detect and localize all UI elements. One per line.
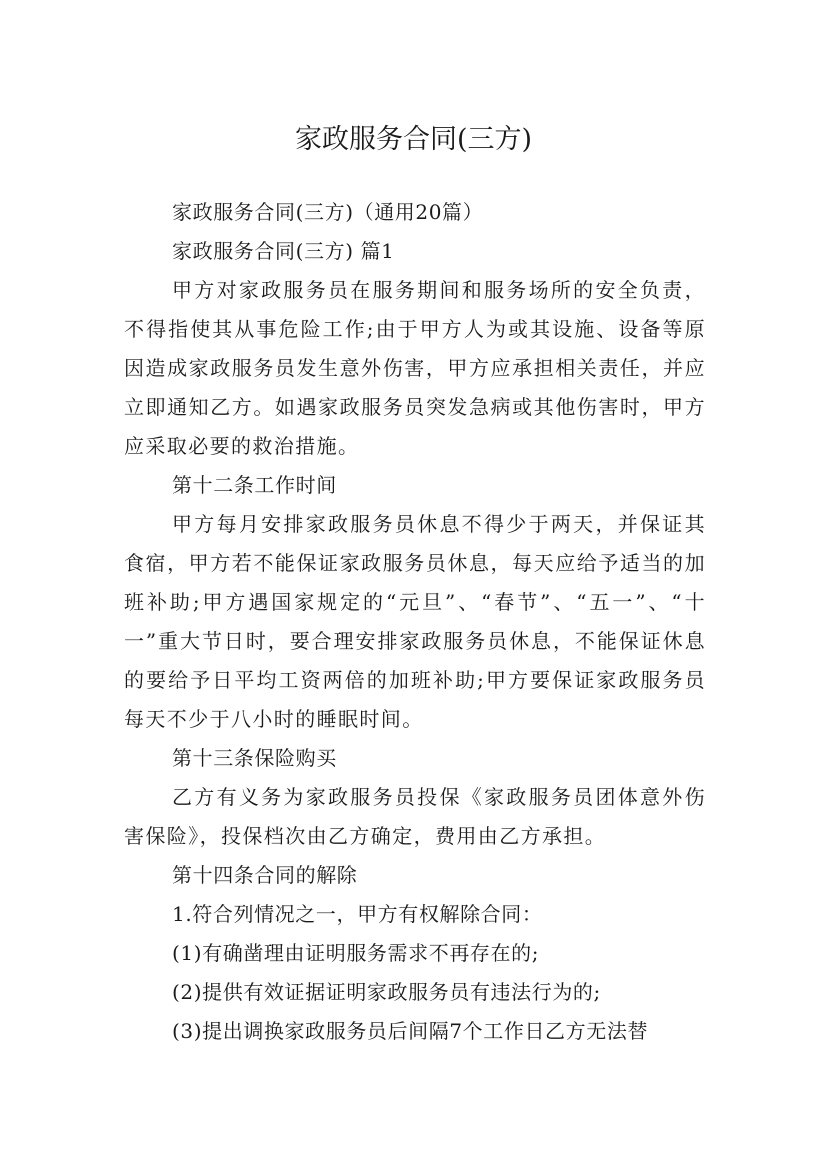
paragraph-termination-item-1: (1)有确凿理由证明服务需求不再存在的; xyxy=(172,941,540,965)
paragraph-safety-clause: 甲方对家政服务员在服务期间和服务场所的安全负责，不得指使其从事危险工作;由于甲方人为或其设施、设备等原因造成家政服务员发生意外伤害，甲方应承担相关责任，并应立即通知乙方。如遇家政服务员突发急病或其他伤害时，甲方应采取必要的救治措施。 xyxy=(124,278,706,458)
paragraph-termination-intro: 1.符合列情况之一，甲方有权解除合同： xyxy=(172,902,543,926)
paragraph-termination-item-2: (2)提供有效证据证明家政服务员有违法行为的; xyxy=(172,980,601,1004)
paragraph-article-12-heading: 第十二条工作时间 xyxy=(172,473,337,497)
paragraph-termination-item-3: (3)提出调换家政服务员后间隔7个工作日乙方无法替 xyxy=(172,1019,649,1043)
paragraph-article-14-heading: 第十四条合同的解除 xyxy=(172,863,358,887)
paragraph-insurance-clause: 乙方有义务为家政服务员投保《家政服务员团体意外伤害保险》，投保档次由乙方确定，费用由乙方承担。 xyxy=(124,785,706,848)
document-body xyxy=(124,193,706,1051)
paragraph-subtitle: 家政服务合同(三方)（通用20篇） xyxy=(172,200,484,224)
paragraph-article-13-heading: 第十三条保险购买 xyxy=(172,746,337,770)
paragraph-section-heading: 家政服务合同(三方) 篇1 xyxy=(172,239,395,263)
document-title: 家政服务合同(三方) xyxy=(294,124,533,156)
paragraph-work-time-clause: 甲方每月安排家政服务员休息不得少于两天，并保证其食宿，甲方若不能保证家政服务员休息，每天应给予适当的加班补助;甲方遇国家规定的“元旦”、“春节”、“五一”、“十一”重大节日时，要合理安排家政服务员休息，不能保证休息的要给予日平均工资两倍的加班补助;甲方要保证家政服务员每天不少于八小时的睡眠时间。 xyxy=(124,512,706,731)
